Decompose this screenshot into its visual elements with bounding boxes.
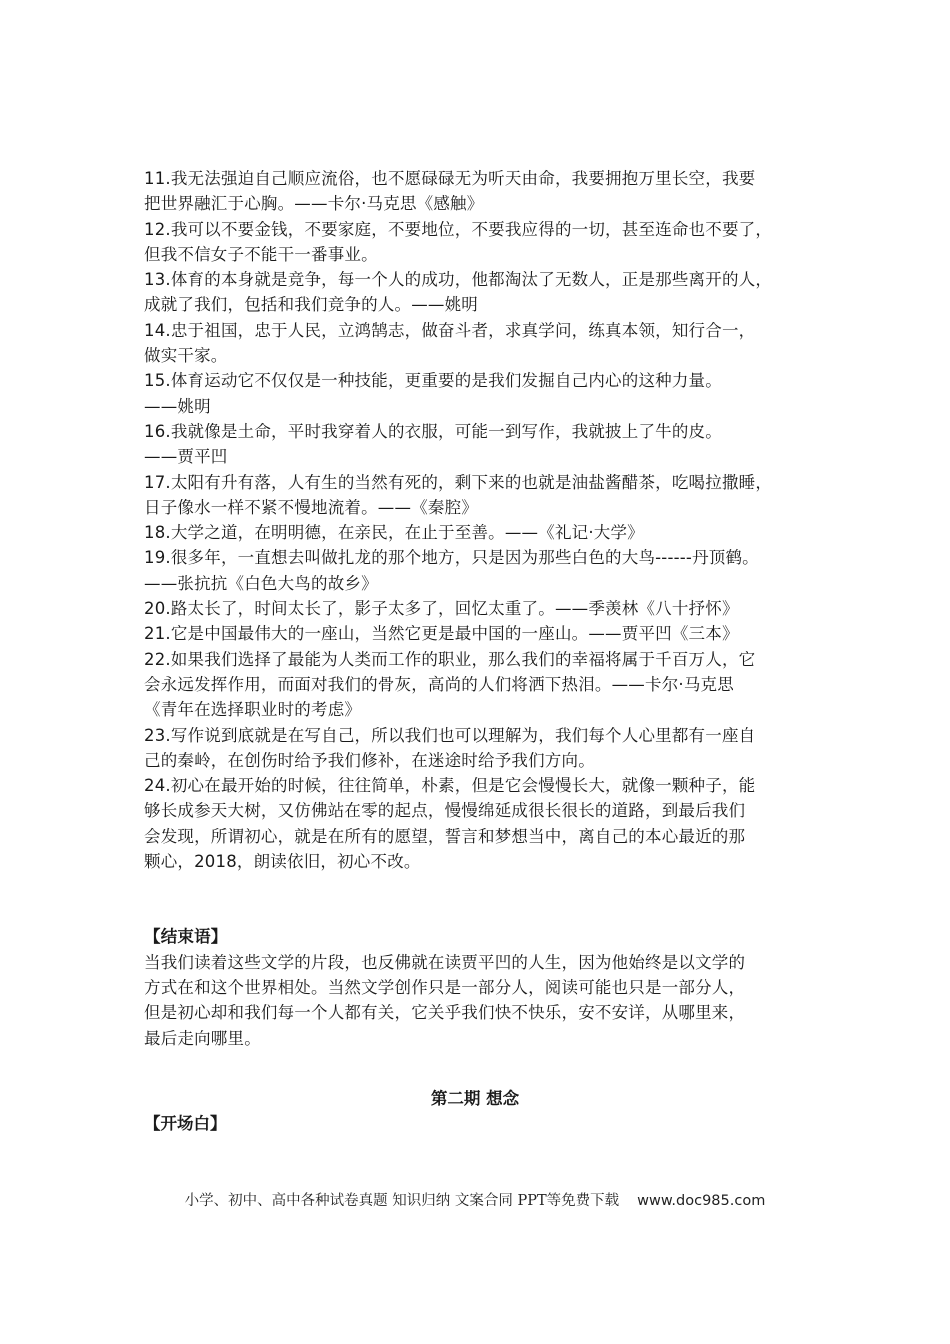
quote-line: 《青年在选择职业时的考虑》 <box>144 700 362 720</box>
quote-line: 22.如果我们选择了最能为人类而工作的职业，那么我们的幸福将属于千百万人，它 <box>144 649 756 669</box>
footer-text: 小学、初中、高中各种试卷真题 知识归纳 文案合同 PPT等免费下载 <box>184 1193 620 1209</box>
quote-item <box>144 419 824 470</box>
quote-line: 但我不信女子不能干一番事业。 <box>144 244 378 264</box>
quote-item <box>144 545 824 596</box>
quote-line: ——贾平凹 <box>144 447 228 467</box>
quote-item <box>144 520 824 545</box>
closing-line: 最后走向哪里。 <box>144 1028 261 1048</box>
quote-item <box>144 596 824 621</box>
quote-line: 把世界融汇于心胸。——卡尔·马克思《感触》 <box>144 194 484 214</box>
quote-line: 己的秦岭，在创伤时给予我们修补，在迷途时给予我们方向。 <box>144 750 595 770</box>
closing-line: 方式在和这个世界相处。当然文学创作只是一部分人，阅读可能也只是一部分人， <box>144 977 746 997</box>
quote-line: 颗心，2018，朗读依旧，初心不改。 <box>144 852 421 872</box>
quote-line: 24.初心在最开始的时候，往往简单，朴素，但是它会慢慢长大，就像一颗种子，能 <box>144 776 756 796</box>
quote-line: 20.路太长了，时间太长了，影子太多了，回忆太重了。——季羡林《八十抒怀》 <box>144 599 739 619</box>
quote-line: 14.忠于祖国，忠于人民，立鸿鹄志，做奋斗者，求真学问，练真本领，知行合一， <box>144 320 756 340</box>
quote-item <box>144 267 824 318</box>
quote-line: 12.我可以不要金钱，不要家庭，不要地位，不要我应得的一切，甚至连命也不要了， <box>144 219 773 239</box>
closing-heading: 【结束语】 <box>144 927 228 947</box>
quote-item <box>144 217 824 268</box>
quote-item <box>144 318 824 369</box>
quote-line: 11.我无法强迫自己顺应流俗，也不愿碌碌无为听天由命，我要拥抱万里长空，我要 <box>144 169 756 188</box>
quote-line: 会发现，所谓初心，就是在所有的愿望，誓言和梦想当中，离自己的本心最近的那 <box>144 826 746 846</box>
episode-title: 第二期 想念 <box>430 1089 520 1108</box>
quote-line: 16.我就像是土命，平时我穿着人的衣服，可能一到写作，我就披上了牛的皮。 <box>144 421 722 441</box>
quote-line: 21.它是中国最伟大的一座山，当然它更是最中国的一座山。——贾平凹《三本》 <box>144 624 739 644</box>
closing-paragraph <box>144 950 824 1051</box>
quote-item <box>144 368 824 419</box>
quote-line: 23.写作说到底就是在写自己，所以我们也可以理解为，我们每个人心里都有一座自 <box>144 725 756 745</box>
quote-list <box>144 166 824 874</box>
quote-item <box>144 470 824 521</box>
quote-item <box>144 621 824 646</box>
page-footer <box>0 1190 950 1212</box>
quote-line: 日子像水一样不紧不慢地流着。——《秦腔》 <box>144 497 478 517</box>
quote-line: 17.太阳有升有落，人有生的当然有死的，剩下来的也就是油盐酱醋茶，吃喝拉撒睡， <box>144 472 773 492</box>
quote-line: ——张抗抗《白色大鸟的故乡》 <box>144 573 378 593</box>
quote-line: 18.大学之道，在明明德，在亲民，在止于至善。——《礼记·大学》 <box>144 523 644 543</box>
footer-url: www.doc985.com <box>637 1193 766 1209</box>
quote-line: 19.很多年，一直想去叫做扎龙的那个地方，只是因为那些白色的大鸟------丹顶鹤。 <box>144 548 759 568</box>
quote-item <box>144 647 824 723</box>
quote-line: 13.体育的本身就是竞争，每一个人的成功，他都淘汰了无数人，正是那些离开的人， <box>144 270 773 290</box>
quote-item <box>144 773 824 874</box>
quote-line: 做实干家。 <box>144 346 228 366</box>
quote-line: ——姚明 <box>144 396 211 416</box>
closing-line: 但是初心却和我们每一个人都有关，它关乎我们快不快乐，安不安详，从哪里来， <box>144 1003 746 1023</box>
quote-item <box>144 723 824 774</box>
quote-line: 会永远发挥作用，而面对我们的骨灰，高尚的人们将洒下热泪。——卡尔·马克思 <box>144 674 734 694</box>
document-body <box>144 166 824 1051</box>
quote-item <box>144 166 824 217</box>
closing-line: 当我们读着这些文学的片段，也反佛就在读贾平凹的人生，因为他始终是以文学的 <box>144 952 746 972</box>
opening-heading: 【开场白】 <box>144 1114 227 1133</box>
quote-line: 成就了我们，包括和我们竞争的人。——姚明 <box>144 295 478 315</box>
quote-line: 15.体育运动它不仅仅是一种技能，更重要的是我们发掘自己内心的这种力量。 <box>144 371 722 391</box>
quote-line: 够长成参天大树，又仿佛站在零的起点，慢慢绵延成很长很长的道路，到最后我们 <box>144 801 746 821</box>
